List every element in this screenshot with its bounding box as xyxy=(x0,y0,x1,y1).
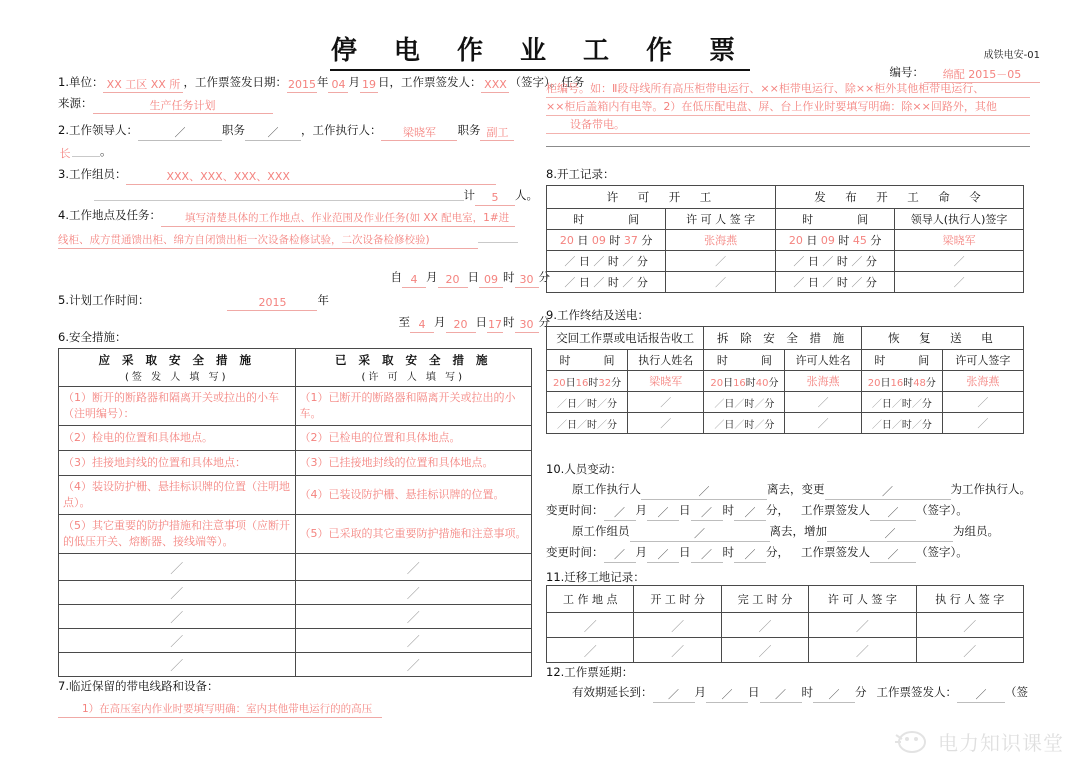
to-hour[interactable]: 17 xyxy=(488,318,502,331)
time-cell[interactable]: ／日／时／分 xyxy=(861,392,942,413)
extension-label: 12.工作票延期： xyxy=(546,665,634,679)
safety-blank-cell[interactable]: ／ xyxy=(295,629,532,653)
time-cell[interactable]: 20 日 09 时 37 分 xyxy=(547,230,666,251)
completion-col-time-c: 时 间 xyxy=(861,350,942,371)
pc-leave-label: 离去，变更 xyxy=(767,482,825,496)
completion-table xyxy=(546,326,1024,434)
safety-blank-cell[interactable]: ／ xyxy=(59,554,296,581)
time-cell[interactable]: ／日／时／分 xyxy=(547,392,628,413)
start-work-table xyxy=(546,185,1024,293)
safety-col-right-title: 已 采 取 安 全 措 施 xyxy=(334,353,492,367)
pc-hour-2[interactable]: ／ xyxy=(691,547,723,563)
pc-add-label: 离去，增加 xyxy=(769,524,827,538)
pc-du-1: 日 xyxy=(679,503,691,517)
pc-mnu-1: 分， xyxy=(766,503,789,517)
safety-blank-cell[interactable]: ／ xyxy=(59,605,296,629)
pc-new-member-value[interactable]: ／ xyxy=(827,526,953,542)
safety-taken-cell[interactable]: （2）已检电的位置和具体地点。 xyxy=(295,426,532,451)
relocation-table xyxy=(546,585,1024,663)
nearby-live-label: 7.临近保留的带电线路和设备： xyxy=(58,679,219,693)
relocation-cell[interactable]: ／ xyxy=(547,638,634,663)
start-group-left: 许 可 开 工 xyxy=(547,186,776,209)
ext-issuer-label: 工作票签发人： xyxy=(876,685,957,699)
pc-new-exec-value[interactable]: ／ xyxy=(825,484,951,500)
source-label: 来源： xyxy=(58,96,93,110)
time-cell[interactable]: ／ 日 ／ 时 ／ 分 xyxy=(775,272,894,293)
relocation-column-header: 执 行 人 签 字 xyxy=(916,586,1023,613)
time-cell[interactable]: ／ 日 ／ 时 ／ 分 xyxy=(547,272,666,293)
pc-day-2[interactable]: ／ xyxy=(647,547,679,563)
executor-post-label: 职务 xyxy=(457,123,481,137)
pc-issuer-label-1: 工作票签发人 xyxy=(801,503,870,517)
relocation-cell[interactable]: ／ xyxy=(809,638,916,663)
from-month-unit: 月 xyxy=(426,270,438,284)
table-row xyxy=(547,251,1024,272)
unit-value[interactable]: XX 工区 XX 所 xyxy=(103,77,183,93)
plan-year-unit: 年 xyxy=(317,293,329,307)
safety-blank-cell[interactable]: ／ xyxy=(295,605,532,629)
from-min[interactable]: 30 xyxy=(515,272,539,288)
executor-post-value[interactable]: 副工 xyxy=(480,125,514,141)
from-hour[interactable]: 09 xyxy=(479,272,503,288)
time-cell[interactable]: 20 日 09 时 45 分 xyxy=(775,230,894,251)
ext-mnu: 分 xyxy=(855,685,867,699)
source-value[interactable]: 生产任务计划 xyxy=(93,98,273,114)
signature-cell[interactable]: 梁晓军 xyxy=(628,371,704,392)
time-cell[interactable]: 20日16时48分 xyxy=(861,371,942,392)
ext-valid-label: 有效期延长到： xyxy=(572,685,653,699)
issuer-value[interactable]: XXX xyxy=(481,77,509,93)
plan-year[interactable]: 2015 xyxy=(227,295,317,311)
pc-old-exec-label: 原工作执行人 xyxy=(572,482,641,496)
table-row xyxy=(59,387,532,426)
table-row xyxy=(547,638,1024,663)
relocation-column-header: 开 工 时 分 xyxy=(634,586,721,613)
right-note-line2: ××柜后盖箱内有电等。2）在低压配电盘、屏、台上作业时要填写明确：除××回路外，其他 xyxy=(546,98,1030,116)
watermark xyxy=(890,726,1064,756)
start-col-time-right: 时 间 xyxy=(775,209,894,230)
completion-label: 9.工作终结及送电： xyxy=(546,308,649,322)
to-day[interactable]: 20 xyxy=(446,317,476,333)
pc-mnu-2: 分， xyxy=(766,545,789,559)
pc-min-2[interactable]: ／ xyxy=(734,547,766,563)
signature-cell[interactable]: ／ xyxy=(785,413,861,434)
ext-mu: 月 xyxy=(694,685,706,699)
ext-hu: 时 xyxy=(801,685,813,699)
table-row xyxy=(547,371,1024,392)
from-day-unit: 日 xyxy=(467,270,479,284)
executor-label: ，工作执行人： xyxy=(300,123,382,137)
members-value[interactable]: XXX、XXX、XXX、XXX xyxy=(126,169,496,185)
nearby-live-note[interactable]: 1）在高压室内作业时要填写明确：室内其他带电运行的的高压 xyxy=(58,702,382,718)
ext-month[interactable]: ／ xyxy=(653,687,695,703)
table-row xyxy=(59,653,532,677)
start-record-label: 8.开工记录： xyxy=(546,167,615,181)
page-title: 停 电 作 业 工 作 票 xyxy=(330,30,750,71)
pc-hu-2: 时 xyxy=(722,545,734,559)
safety-required-cell[interactable]: （4）装设防护栅、悬挂标识牌的位置（注明地点）。 xyxy=(59,476,296,515)
table-row xyxy=(59,515,532,554)
pc-month-2[interactable]: ／ xyxy=(604,547,636,563)
ext-day[interactable]: ／ xyxy=(706,687,748,703)
pc-issuer-sign-1[interactable]: ／ xyxy=(870,505,916,521)
safety-col-left-sub: (签 发 人 填 写) xyxy=(124,372,229,383)
start-col-permit-sign: 许 可 人 签 字 xyxy=(666,209,776,230)
safety-taken-cell[interactable]: （3）已挂接地封线的位置和具体地点。 xyxy=(295,451,532,476)
pc-old-member-label: 原工作组员 xyxy=(572,524,630,538)
completion-group-b: 拆 除 安 全 措 施 xyxy=(704,327,861,350)
relocation-column-header: 完 工 时 分 xyxy=(721,586,808,613)
pc-hour-1[interactable]: ／ xyxy=(691,505,723,521)
issuer-label: ，工作票签发人： xyxy=(389,75,482,89)
year-unit: 年 xyxy=(316,75,329,89)
sign-note: （签字）。任务 xyxy=(509,75,585,89)
pc-du-2: 日 xyxy=(679,545,691,559)
month-unit: 月 xyxy=(348,75,360,89)
signature-cell[interactable]: ／ xyxy=(942,413,1023,434)
time-cell[interactable]: 20日16时32分 xyxy=(547,371,628,392)
location-line1[interactable]: 填写清楚具体的工作地点、作业范围及作业任务(如 XX 配电室，1#进 xyxy=(161,211,515,227)
relocation-cell[interactable]: ／ xyxy=(721,613,808,638)
from-month[interactable]: 4 xyxy=(402,272,426,288)
executor-value[interactable]: 梁晓军 xyxy=(381,125,457,141)
table-row xyxy=(59,451,532,476)
signature-cell[interactable]: ／ xyxy=(942,392,1023,413)
relocation-header-row xyxy=(547,586,1024,613)
ext-du: 日 xyxy=(748,685,760,699)
safety-taken-cell[interactable]: （5）已采取的其它重要防护措施和注意事项。 xyxy=(295,515,532,554)
completion-group-a: 交回工作票或电话报告收工 xyxy=(547,327,704,350)
safety-taken-cell[interactable]: （1）已断开的断路器和隔离开关或拉出的小车。 xyxy=(295,387,532,426)
from-label: 自 xyxy=(390,270,402,284)
location-line2[interactable]: 线柜、成方贯通馈出柜、绵方自闭馈出柜一次设备检修试验，二次设备检修校验) xyxy=(58,233,478,249)
leader-signature-cell[interactable]: 梁晓军 xyxy=(895,230,1024,251)
safety-blank-cell[interactable]: ／ xyxy=(295,554,532,581)
completion-col-time-b: 时 间 xyxy=(704,350,785,371)
pc-day-1[interactable]: ／ xyxy=(647,505,679,521)
to-month[interactable]: 4 xyxy=(410,317,434,333)
ext-min[interactable]: ／ xyxy=(813,687,855,703)
completion-body xyxy=(547,371,1024,434)
right-note-line3: 设备带电。 xyxy=(546,116,1030,134)
pc-old-exec-value[interactable]: ／ xyxy=(641,484,767,500)
safety-required-cell[interactable]: （5）其它重要的防护措施和注意事项（应断开的低压开关、熔断器、接线端等）。 xyxy=(59,515,296,554)
signature-cell[interactable]: ／ xyxy=(628,413,704,434)
time-cell[interactable]: 20日16时40分 xyxy=(704,371,785,392)
issue-day[interactable]: 19 xyxy=(361,78,376,91)
pc-month-1[interactable]: ／ xyxy=(604,505,636,521)
table-row xyxy=(59,629,532,653)
table-row xyxy=(547,613,1024,638)
ext-sign-note: （签 xyxy=(1005,685,1028,699)
pc-mu-1: 月 xyxy=(635,503,647,517)
relocation-cell[interactable]: ／ xyxy=(809,613,916,638)
leader-label: 2.工作领导人： xyxy=(58,123,138,137)
ext-hour[interactable]: ／ xyxy=(760,687,802,703)
table-row xyxy=(59,605,532,629)
to-min[interactable]: 30 xyxy=(515,317,539,333)
pc-time-label-2: 变更时间： xyxy=(546,545,604,559)
pc-time-label-1: 变更时间： xyxy=(546,503,604,517)
safety-required-cell[interactable]: （1）断开的断路器和隔离开关或拉出的小车（注明编号）： xyxy=(59,387,296,426)
pc-mu-2: 月 xyxy=(635,545,647,559)
executor-post-wrap: 长 xyxy=(59,147,71,160)
pc-issuer-sign-2[interactable]: ／ xyxy=(870,547,916,563)
to-day-unit: 日 xyxy=(475,315,487,329)
leader-signature-cell[interactable]: ／ xyxy=(895,251,1024,272)
safety-required-cell[interactable]: （3）挂接地封线的位置和具体地点： xyxy=(59,451,296,476)
relocation-label: 11.迁移工地记录： xyxy=(546,570,645,584)
safety-col-left-title: 应 采 取 安 全 措 施 xyxy=(98,353,256,367)
time-cell[interactable]: ／ 日 ／ 时 ／ 分 xyxy=(775,251,894,272)
smiley-face-icon xyxy=(890,726,930,756)
safety-blank-cell[interactable]: ／ xyxy=(295,653,532,677)
relocation-column-header: 工 作 地 点 xyxy=(547,586,634,613)
leader-value[interactable]: ／ xyxy=(138,125,222,141)
start-col-time-left: 时 间 xyxy=(547,209,666,230)
safety-blank-cell[interactable]: ／ xyxy=(59,653,296,677)
table-row xyxy=(59,554,532,581)
member-count-value[interactable]: 5 xyxy=(475,190,515,206)
table-row xyxy=(59,581,532,605)
pc-old-member-value[interactable]: ／ xyxy=(630,526,770,542)
safety-col-right-sub: (许 可 人 填 写) xyxy=(361,372,466,383)
watermark-text: 电力知识课堂 xyxy=(938,730,1064,755)
leader-post-value[interactable]: ／ xyxy=(245,125,301,141)
relocation-cell[interactable]: ／ xyxy=(916,638,1023,663)
from-hour-unit: 时 xyxy=(503,270,515,284)
time-cell[interactable]: ／日／时／分 xyxy=(704,392,785,413)
permit-signature-cell[interactable]: ／ xyxy=(666,272,776,293)
signature-cell[interactable]: ／ xyxy=(628,392,704,413)
issue-year[interactable]: 2015 xyxy=(287,78,316,91)
safety-col-left-header xyxy=(59,349,296,387)
location-label: 4.工作地点及任务： xyxy=(58,208,161,222)
to-month-unit: 月 xyxy=(434,315,446,329)
relocation-cell[interactable]: ／ xyxy=(634,638,721,663)
pc-sign-note-2: （签字）。 xyxy=(916,545,968,559)
completion-col-permit-name: 许可人姓名 xyxy=(785,350,861,371)
safety-blank-cell[interactable]: ／ xyxy=(59,581,296,605)
safety-measures-label: 6.安全措施： xyxy=(58,330,127,344)
start-group-right: 发 布 开 工 命 令 xyxy=(775,186,1023,209)
signature-cell[interactable]: 张海燕 xyxy=(785,371,861,392)
time-cell[interactable]: ／日／时／分 xyxy=(704,413,785,434)
issue-month[interactable]: 04 xyxy=(328,77,348,93)
time-cell[interactable]: ／ 日 ／ 时 ／ 分 xyxy=(547,251,666,272)
to-label: 至 xyxy=(398,315,410,329)
to-min-unit: 分 xyxy=(538,315,550,329)
right-note-line1: 柜编号。如：Ⅱ段母线所有高压柜带电运行、××柜带电运行、除××柜外其他柜带电运行、 xyxy=(546,80,1030,98)
relocation-cell[interactable]: ／ xyxy=(721,638,808,663)
table-row xyxy=(547,230,1024,251)
ext-issuer-sign[interactable]: ／ xyxy=(957,687,1005,703)
safety-col-right-header xyxy=(295,349,532,387)
to-hour-unit: 时 xyxy=(503,315,515,329)
relocation-body xyxy=(547,613,1024,663)
time-cell[interactable]: ／日／时／分 xyxy=(547,413,628,434)
day-unit: 日 xyxy=(377,75,390,89)
table-row xyxy=(547,272,1024,293)
pc-as-exec-label: 为工作执行人。 xyxy=(950,482,1031,496)
completion-col-permit-sign: 许可人签字 xyxy=(942,350,1023,371)
safety-taken-cell[interactable]: （4）已装设防护栅、悬挂标识牌的位置。 xyxy=(295,476,532,515)
pc-hu-1: 时 xyxy=(722,503,734,517)
issue-date-label: ，工作票签发日期： xyxy=(183,75,287,89)
member-count-unit: 人。 xyxy=(515,188,538,202)
start-work-body xyxy=(547,230,1024,293)
signature-cell[interactable]: 张海燕 xyxy=(942,371,1023,392)
pc-as-member-label: 为组员。 xyxy=(953,524,999,538)
leader-signature-cell[interactable]: ／ xyxy=(895,272,1024,293)
section2-tail: 。 xyxy=(100,144,112,158)
member-count-label: 计 xyxy=(463,188,475,202)
table-row xyxy=(547,392,1024,413)
from-day[interactable]: 20 xyxy=(438,272,468,288)
completion-col-time-a: 时 间 xyxy=(547,350,628,371)
members-label: 3.工作组员： xyxy=(58,167,127,181)
table-row xyxy=(59,426,532,451)
number-value[interactable]: 绵配 2015－05 xyxy=(924,67,1040,83)
permit-signature-cell[interactable]: 张海燕 xyxy=(666,230,776,251)
completion-col-exec-name: 执行人姓名 xyxy=(628,350,704,371)
personnel-change-label: 10.人员变动： xyxy=(546,462,622,476)
pc-sign-note-1: （签字）。 xyxy=(916,503,968,517)
leader-post-label: 职务 xyxy=(221,123,245,137)
signature-cell[interactable]: ／ xyxy=(785,392,861,413)
relocation-cell[interactable]: ／ xyxy=(916,613,1023,638)
table-row xyxy=(59,476,532,515)
permit-signature-cell[interactable]: ／ xyxy=(666,251,776,272)
from-min-unit: 分 xyxy=(538,270,550,284)
pc-issuer-label-2: 工作票签发人 xyxy=(801,545,870,559)
safety-measures-body xyxy=(59,387,532,677)
plan-time-label: 5.计划工作时间： xyxy=(58,293,150,307)
safety-measures-table xyxy=(58,348,532,677)
table-row xyxy=(547,413,1024,434)
relocation-column-header: 许 可 人 签 字 xyxy=(809,586,916,613)
relocation-cell[interactable]: ／ xyxy=(547,613,634,638)
completion-group-c: 恢 复 送 电 xyxy=(861,327,1023,350)
unit-label: 1.单位： xyxy=(58,75,104,89)
safety-blank-cell[interactable]: ／ xyxy=(295,581,532,605)
pc-min-1[interactable]: ／ xyxy=(734,505,766,521)
time-cell[interactable]: ／日／时／分 xyxy=(861,413,942,434)
relocation-cell[interactable]: ／ xyxy=(634,613,721,638)
form-code: 成铁电安-01 xyxy=(983,50,1040,61)
start-col-leader-sign: 领导人(执行人)签字 xyxy=(895,209,1024,230)
safety-blank-cell[interactable]: ／ xyxy=(59,629,296,653)
number-label: 编号： xyxy=(889,65,924,79)
safety-required-cell[interactable]: （2）检电的位置和具体地点。 xyxy=(59,426,296,451)
